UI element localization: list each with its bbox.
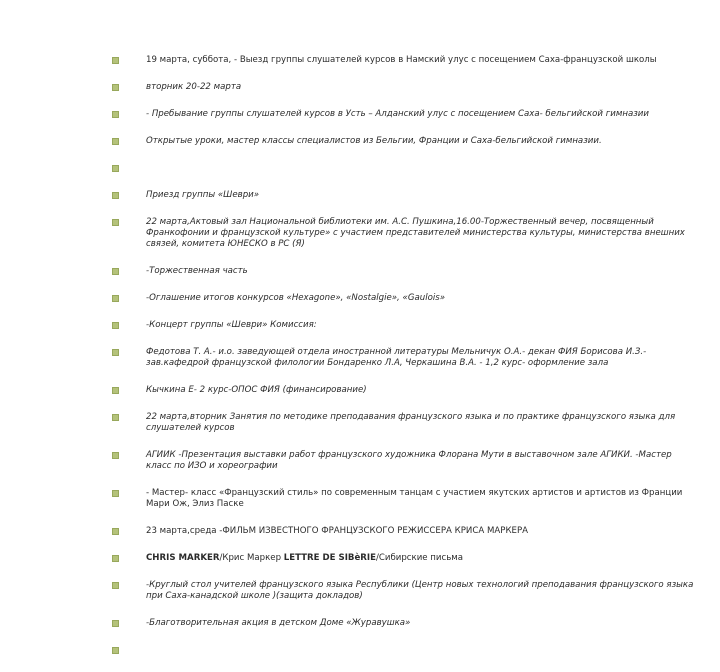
list-item [112, 645, 697, 656]
list-item [112, 293, 697, 304]
list-item [112, 109, 697, 120]
bullet-icon [112, 219, 119, 226]
list-item [112, 163, 697, 174]
list-item [112, 320, 697, 331]
bullet-icon [112, 620, 119, 627]
item-text: - Пребывание группы слушателей курсов в Усть – Алданский улус с посещением Саха- бельгийской гимназии [146, 109, 649, 119]
item-text: -Оглашение итогов конкурсов «Hexagone», «Nostalgie», «Gaulois» [146, 293, 446, 303]
list-item [112, 553, 697, 564]
item-text: АГИИК -Презентация выставки работ французского художника Флорана Мути в выставочном зале АГИКИ. -Мастер класс по ИЗО и хореографии [146, 450, 672, 471]
bullet-icon [112, 138, 119, 145]
bullet-icon [112, 555, 119, 562]
bullet-icon [112, 268, 119, 275]
bullet-icon [112, 165, 119, 172]
item-text: вторник 20-22 марта [146, 82, 242, 92]
item-text: 22 марта,Актовый зал Национальной библиотеки им. А.С. Пушкина,16.00-Торжественный вечер, посвященный Франкофонии и французской культуре» с участием представителей министерства культуры, министерства внешних связей, комитета ЮНЕСКО в РС (Я) [146, 217, 685, 249]
bullet-icon [112, 528, 119, 535]
bullet-icon [112, 452, 119, 459]
item-text: - Мастер- класс «Французский стиль» по современным танцам с участием якутских артистов и артистов из Франции Мари Ож, Элиз Паске [146, 488, 683, 509]
list-item [112, 55, 697, 66]
film-director-ru: /Крис Маркер [219, 553, 284, 563]
item-text: Открытые уроки, мастер классы специалистов из Бельгии, Франции и Саха-бельгийской гимназии. [146, 136, 602, 146]
item-text: -Концерт группы «Шеври» Комиссия: [146, 320, 317, 330]
bullet-icon [112, 647, 119, 654]
bullet-icon [112, 582, 119, 589]
list-item [112, 488, 697, 510]
list-item [112, 217, 697, 250]
bullet-icon [112, 322, 119, 329]
item-text: 19 марта, суббота, - Выезд группы слушателей курсов в Намский улус с посещением Саха-французской школы [146, 55, 657, 65]
film-name-ru: /Сибирские письма [375, 553, 464, 563]
item-text: Приезд группы «Шеври» [146, 190, 260, 200]
item-text: -Благотворительная акция в детском Доме «Журавушка» [146, 618, 411, 628]
item-text: Федотова Т. А.- и.о. заведующей отдела иностранной литературы Мельничук О.А.- декан ФИЯ Борисова И.З.- зав.кафедрой французской филологии Бондаренко Л.А, Черкашина В.А. - 1,2 курс- оформление зала [146, 347, 647, 368]
item-text: Кычкина Е- 2 курс-ОПОС ФИЯ (финансирование) [146, 385, 367, 395]
list-item [112, 347, 697, 369]
schedule-list [112, 55, 697, 672]
list-item [112, 266, 697, 277]
bullet-icon [112, 490, 119, 497]
list-item [112, 450, 697, 472]
list-item [112, 385, 697, 396]
list-item [112, 580, 697, 602]
bullet-icon [112, 192, 119, 199]
film-title-fr: CHRIS MARKER [146, 553, 220, 563]
list-item [112, 412, 697, 434]
item-text: 22 марта,вторник Занятия по методике преподавания французского языка и по практике французского языка для слушателей курсов [146, 412, 676, 433]
item-text: -Торжественная часть [146, 266, 248, 276]
item-text: 23 марта,среда -ФИЛЬМ ИЗВЕСТНОГО ФРАНЦУЗСКОГО РЕЖИССЕРА КРИСА МАРКЕРА [146, 526, 529, 536]
bullet-icon [112, 111, 119, 118]
list-item [112, 526, 697, 537]
list-item [112, 136, 697, 147]
bullet-icon [112, 295, 119, 302]
item-text: -Круглый стол учителей французского языка Республики (Центр новых технологий преподавания французского языка при Саха-канадской школе )(защита докладов) [146, 580, 694, 601]
bullet-icon [112, 414, 119, 421]
list-item [112, 82, 697, 93]
list-item [112, 190, 697, 201]
bullet-icon [112, 57, 119, 64]
film-name-fr: LETTRE DE SIBèRIE [283, 553, 376, 563]
bullet-icon [112, 349, 119, 356]
list-item [112, 618, 697, 629]
bullet-icon [112, 84, 119, 91]
bullet-icon [112, 387, 119, 394]
